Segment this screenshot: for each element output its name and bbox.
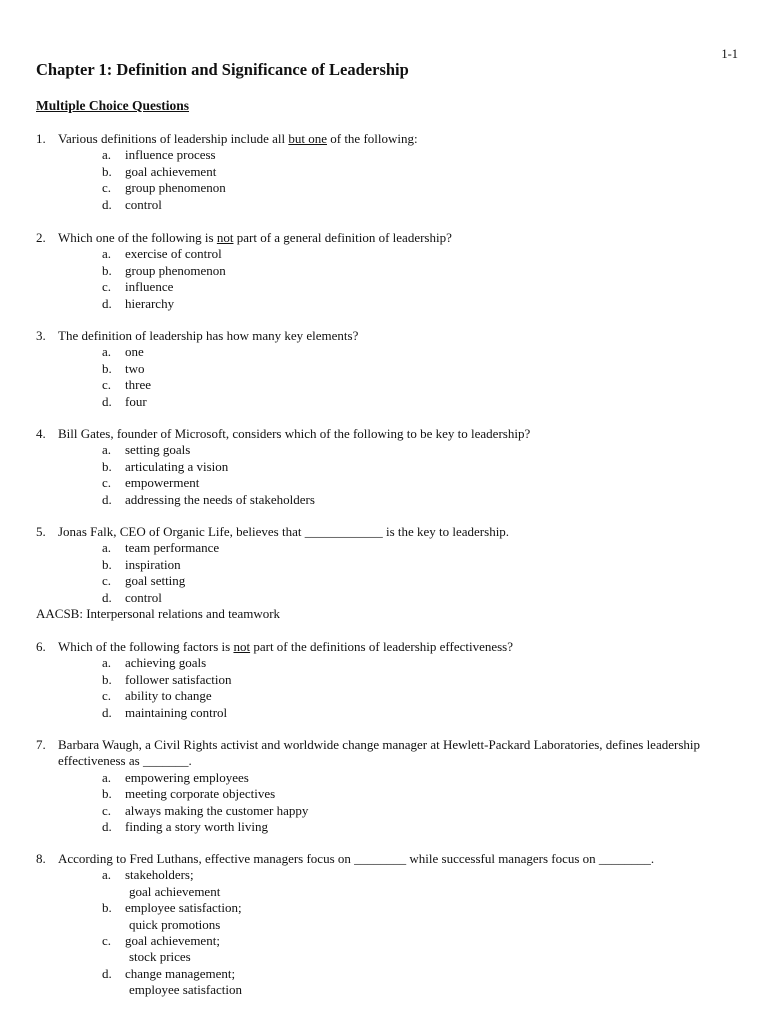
question-2: [36, 230, 736, 312]
option-b: [36, 459, 736, 475]
stem-text: The definition of leadership has how many key elements?: [58, 328, 359, 343]
question-stem: [36, 524, 736, 540]
options-list: [36, 540, 736, 606]
question-6: [36, 639, 736, 721]
option-letter: a.: [102, 344, 112, 360]
chapter-title: Chapter 1: Definition and Significance of Leadership: [36, 60, 409, 79]
option-d: [36, 296, 736, 312]
options-list: [36, 344, 736, 410]
option-text: empowerment: [125, 475, 200, 491]
option-letter: c.: [102, 279, 112, 295]
options-list: [36, 770, 736, 836]
option-text: influence process: [125, 147, 216, 163]
options-list: [36, 442, 736, 508]
stem-text: Bill Gates, founder of Microsoft, considers which of the following to be key to leadership?: [58, 426, 531, 441]
question-number: 7.: [36, 737, 46, 752]
option-text: maintaining control: [125, 704, 228, 720]
option-a: [36, 344, 736, 360]
option-letter: d.: [102, 295, 112, 311]
option-letter: d.: [102, 819, 112, 835]
question-number: 8.: [36, 851, 46, 866]
question-number: 6.: [36, 639, 46, 654]
option-text: inspiration: [125, 556, 181, 572]
option-text-line-2: quick promotions: [129, 916, 221, 932]
stem-emphasis: not: [216, 230, 234, 245]
option-letter: c.: [102, 933, 112, 949]
aacsb-note: AACSB: Interpersonal relations and teamwork: [36, 606, 281, 621]
option-text: goal setting: [125, 573, 186, 589]
option-a: [36, 442, 736, 458]
question-stem: [36, 851, 736, 867]
option-a: [36, 246, 736, 262]
page-number: 1-1: [721, 47, 738, 61]
question-7: [36, 737, 736, 835]
stem-text: Which of the following factors is: [58, 639, 234, 654]
option-d: [36, 590, 736, 606]
option-text: goal achievement;: [125, 933, 220, 949]
option-text: team performance: [125, 540, 220, 556]
stem-text: Jonas Falk, CEO of Organic Life, believes that ____________ is the key to leadership.: [58, 524, 510, 539]
option-letter: b.: [102, 458, 112, 474]
option-letter: c.: [102, 688, 112, 704]
option-text: stakeholders;: [125, 867, 194, 883]
option-letter: d.: [102, 196, 112, 212]
option-d: [36, 705, 736, 721]
option-letter: b.: [102, 900, 112, 916]
option-text: articulating a vision: [125, 458, 229, 474]
option-letter: b.: [102, 671, 112, 687]
option-text: empowering employees: [125, 769, 249, 785]
option-text: employee satisfaction;: [125, 900, 242, 916]
question-number: 4.: [36, 426, 46, 441]
stem-text: Various definitions of leadership include all: [58, 131, 289, 146]
option-a: [36, 770, 736, 786]
question-number: 2.: [36, 230, 46, 245]
option-letter: d.: [102, 589, 112, 605]
question-1: [36, 131, 736, 213]
option-letter: d.: [102, 393, 112, 409]
question-stem: [36, 426, 736, 442]
question-stem: [36, 328, 736, 344]
option-letter: b.: [102, 163, 112, 179]
option-letter: a.: [102, 246, 112, 262]
section-title: Multiple Choice Questions: [36, 98, 190, 113]
option-letter: b.: [102, 360, 112, 376]
stem-text: part of a general definition of leadership?: [233, 230, 452, 245]
option-c: [36, 933, 736, 966]
options-list: [36, 867, 736, 998]
option-c: [36, 377, 736, 393]
stem-text: of the following:: [326, 131, 418, 146]
option-letter: c.: [102, 377, 112, 393]
option-b: [36, 557, 736, 573]
option-text: follower satisfaction: [125, 671, 232, 687]
option-b: [36, 672, 736, 688]
question-5: [36, 524, 736, 606]
question-stem: [36, 737, 736, 770]
option-text: addressing the needs of stakeholders: [125, 491, 315, 507]
question-4: [36, 426, 736, 508]
question-number: 1.: [36, 131, 46, 146]
option-text: hierarchy: [125, 295, 175, 311]
option-text: group phenomenon: [125, 180, 226, 196]
option-text: setting goals: [125, 442, 191, 458]
option-text: four: [125, 393, 147, 409]
option-a: [36, 867, 736, 900]
option-text: three: [125, 377, 151, 393]
option-letter: a.: [102, 147, 112, 163]
option-c: [36, 573, 736, 589]
option-a: [36, 540, 736, 556]
option-a: [36, 147, 736, 163]
option-text: control: [125, 196, 162, 212]
option-text-line-2: goal achievement: [129, 883, 221, 899]
option-b: [36, 164, 736, 180]
option-letter: c.: [102, 475, 112, 491]
option-text: goal achievement: [125, 163, 217, 179]
option-d: [36, 819, 736, 835]
question-stem: [36, 131, 736, 147]
option-c: [36, 180, 736, 196]
options-list: [36, 655, 736, 721]
option-text-line-2: employee satisfaction: [129, 982, 242, 998]
option-c: [36, 279, 736, 295]
option-letter: a.: [102, 655, 112, 671]
option-c: [36, 803, 736, 819]
question-number: 3.: [36, 328, 46, 343]
stem-text: According to Fred Luthans, effective managers focus on ________ while successful managers focus on ________.: [58, 851, 655, 866]
option-letter: a.: [102, 867, 112, 883]
stem-emphasis: but one: [288, 131, 327, 146]
option-text: influence: [125, 279, 174, 295]
option-text: control: [125, 589, 162, 605]
option-d: [36, 197, 736, 213]
options-list: [36, 246, 736, 312]
option-text: group phenomenon: [125, 262, 226, 278]
stem-text: Which one of the following is: [58, 230, 217, 245]
option-letter: b.: [102, 556, 112, 572]
option-letter: d.: [102, 491, 112, 507]
option-d: [36, 394, 736, 410]
option-letter: c.: [102, 180, 112, 196]
option-text: change management;: [125, 965, 236, 981]
option-c: [36, 475, 736, 491]
question-stem: [36, 230, 736, 246]
option-text: meeting corporate objectives: [125, 786, 276, 802]
option-letter: a.: [102, 442, 112, 458]
stem-text: Barbara Waugh, a Civil Rights activist and worldwide change manager at Hewlett-Packard Laboratories, defines leadership effectiveness as _______.: [58, 737, 700, 769]
option-letter: b.: [102, 786, 112, 802]
option-b: [36, 263, 736, 279]
option-text: one: [125, 344, 144, 360]
question-8: [36, 851, 736, 999]
option-b: [36, 361, 736, 377]
question-3: [36, 328, 736, 410]
options-list: [36, 147, 736, 213]
option-letter: c.: [102, 573, 112, 589]
option-b: [36, 786, 736, 802]
option-letter: c.: [102, 802, 112, 818]
option-d: [36, 492, 736, 508]
option-a: [36, 655, 736, 671]
option-text: finding a story worth living: [125, 819, 268, 835]
option-text: ability to change: [125, 688, 212, 704]
option-letter: a.: [102, 540, 112, 556]
option-text: exercise of control: [125, 246, 222, 262]
option-text-line-2: stock prices: [129, 949, 191, 965]
option-letter: d.: [102, 965, 112, 981]
option-letter: d.: [102, 704, 112, 720]
stem-emphasis: not: [233, 639, 251, 654]
option-d: [36, 966, 736, 999]
question-stem: [36, 639, 736, 655]
option-c: [36, 688, 736, 704]
option-letter: a.: [102, 769, 112, 785]
question-number: 5.: [36, 524, 46, 539]
option-letter: b.: [102, 262, 112, 278]
option-b: [36, 900, 736, 933]
option-text: two: [125, 360, 145, 376]
stem-text: part of the definitions of leadership effectiveness?: [250, 639, 514, 654]
option-text: always making the customer happy: [125, 802, 309, 818]
option-text: achieving goals: [125, 655, 207, 671]
